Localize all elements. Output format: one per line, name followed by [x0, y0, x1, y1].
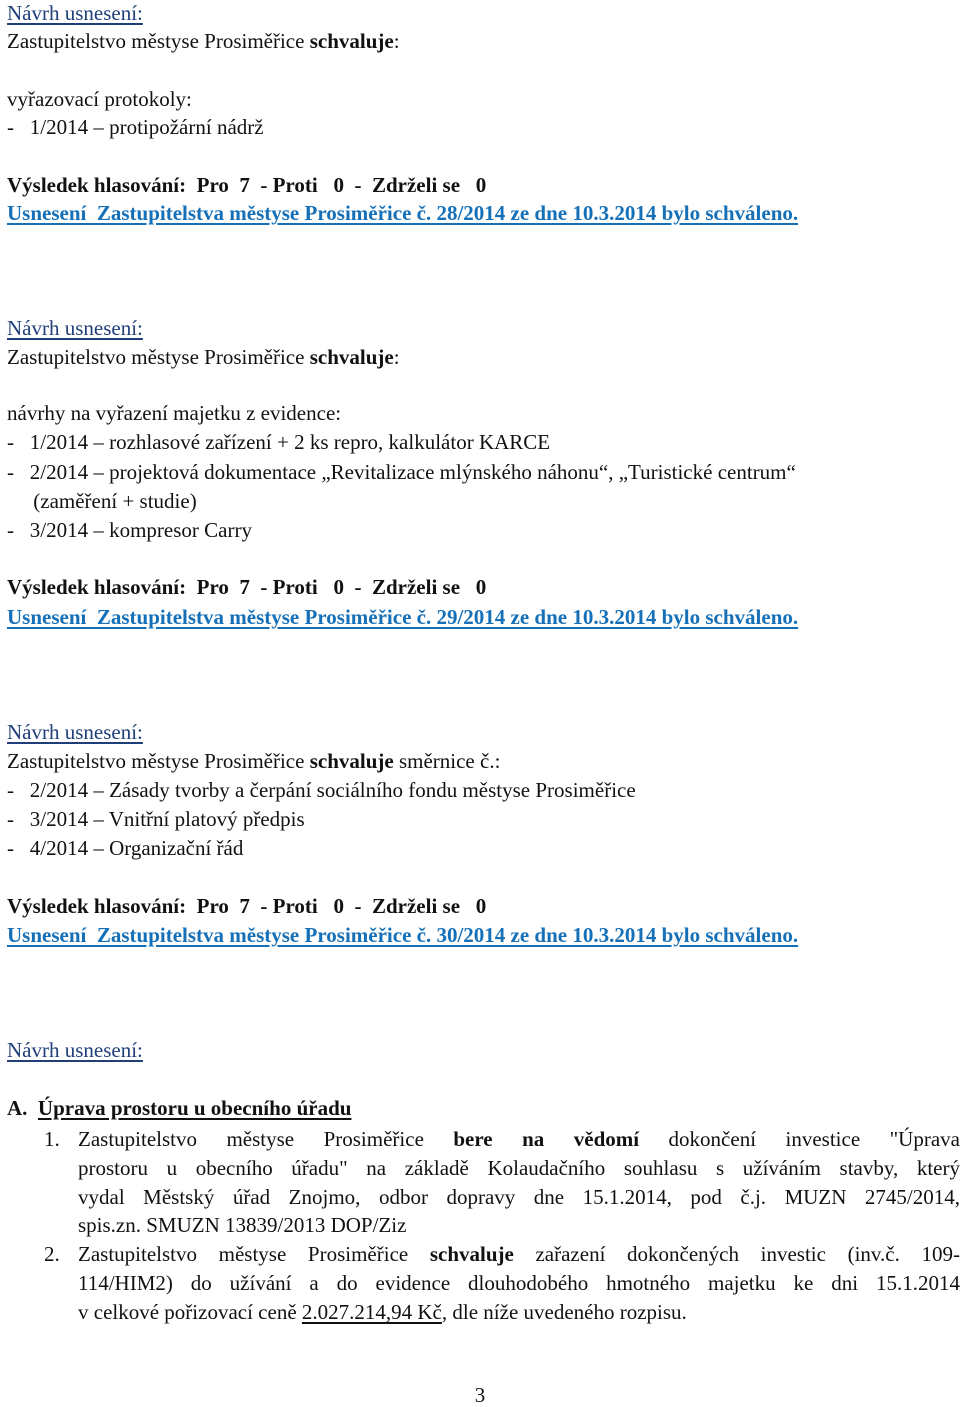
section-1-vote: Výsledek hlasování: Pro 7 - Proti 0 - Zdrželi se 0	[7, 173, 487, 197]
item-1-verb: bere na vědomí	[453, 1127, 640, 1151]
item-1-line: prostoru u obecního úřadu" na základě Kolaudačního souhlasu s užíváním stavby, který	[78, 1156, 960, 1180]
item-1-subject: Zastupitelstvo městyse Prosiměřice	[78, 1127, 454, 1151]
section-3-item: - 2/2014 – Zásady tvorby a čerpání sociálního fondu městyse Prosiměřice	[7, 778, 636, 802]
section-3-vote: Výsledek hlasování: Pro 7 - Proti 0 - Zdrželi se 0	[7, 894, 487, 918]
intro-text: Zastupitelstvo městyse Prosiměřice	[7, 749, 310, 773]
section-1-list-title: vyřazovací protokoly:	[7, 87, 192, 111]
item-2-amount: 2.027.214,94 Kč	[301, 1300, 442, 1324]
item-2-object: zařazení dokončených investic (inv.č. 109-	[513, 1242, 960, 1266]
section-2-item: - 1/2014 – rozhlasové zařízení + 2 ks repro, kalkulátor KARCE	[7, 430, 551, 454]
intro-verb: schvaluje	[309, 29, 394, 53]
item-2-verb: schvaluje	[429, 1242, 514, 1266]
section-2-heading: Návrh usnesení:	[7, 316, 143, 340]
intro-verb: schvaluje	[309, 749, 394, 773]
section-1-item: - 1/2014 – protipožární nádrž	[7, 115, 264, 139]
item-2-text: v celkové pořizovací ceně	[78, 1300, 302, 1324]
item-2-subject: Zastupitelstvo městyse Prosiměřice	[78, 1242, 430, 1266]
section-2-item: - 2/2014 – projektová dokumentace „Revitalizace mlýnského náhonu“, „Turistické centrum“	[7, 460, 796, 484]
section-1-resolution: Usnesení Zastupitelstva městyse Prosiměřice č. 28/2014 ze dne 10.3.2014 bylo schváleno.	[7, 201, 799, 225]
section-3-item: - 3/2014 – Vnitřní platový předpis	[7, 807, 305, 831]
item-2-line	[78, 1240, 960, 1268]
item-2-number: 2.	[44, 1242, 60, 1266]
item-1-line: vydal Městský úřad Znojmo, odbor dopravy dne 15.1.2014, pod č.j. MUZN 2745/2014,	[78, 1185, 960, 1209]
page-number: 3	[474, 1383, 486, 1407]
section-1-intro	[7, 28, 400, 54]
intro-tail: :	[393, 29, 400, 53]
intro-tail: směrnice č.:	[393, 749, 501, 773]
section-2-item: - 3/2014 – kompresor Carry	[7, 518, 252, 542]
section-3-resolution: Usnesení Zastupitelstva městyse Prosiměřice č. 30/2014 ze dne 10.3.2014 bylo schváleno.	[7, 923, 799, 947]
item-2-text-tail: , dle níže uvedeného rozpisu.	[441, 1300, 687, 1324]
section-2-resolution: Usnesení Zastupitelstva městyse Prosiměřice č. 29/2014 ze dne 10.3.2014 bylo schváleno.	[7, 605, 799, 629]
intro-verb: schvaluje	[309, 345, 394, 369]
section-3-item: - 4/2014 – Organizační řád	[7, 836, 244, 860]
item-1-line: spis.zn. SMUZN 13839/2013 DOP/Ziz	[78, 1213, 407, 1237]
section-2-intro	[7, 344, 400, 370]
item-1-number: 1.	[44, 1127, 60, 1151]
subsection-name: Úprava prostoru u obecního úřadu	[37, 1096, 352, 1120]
subsection-title	[7, 1095, 351, 1121]
intro-text: Zastupitelstvo městyse Prosiměřice	[7, 345, 310, 369]
section-2-vote: Výsledek hlasování: Pro 7 - Proti 0 - Zdrželi se 0	[7, 575, 487, 599]
item-2-line	[78, 1298, 960, 1326]
subsection-letter: A.	[7, 1096, 28, 1120]
section-1-heading: Návrh usnesení:	[7, 1, 143, 25]
intro-tail: :	[393, 345, 400, 369]
section-3-heading: Návrh usnesení:	[7, 720, 143, 744]
item-1-object: dokončení investice "Úprava	[639, 1127, 960, 1151]
item-2-line: 114/HIM2) do užívání a do evidence dlouhodobého hmotného majetku ke dni 15.1.2014	[78, 1271, 960, 1295]
item-1-line	[78, 1125, 960, 1153]
intro-text: Zastupitelstvo městyse Prosiměřice	[7, 29, 310, 53]
section-2-item: (zaměření + studie)	[7, 489, 197, 513]
section-4-heading: Návrh usnesení:	[7, 1038, 143, 1062]
section-3-intro	[7, 748, 500, 774]
section-2-list-title: návrhy na vyřazení majetku z evidence:	[7, 401, 342, 425]
